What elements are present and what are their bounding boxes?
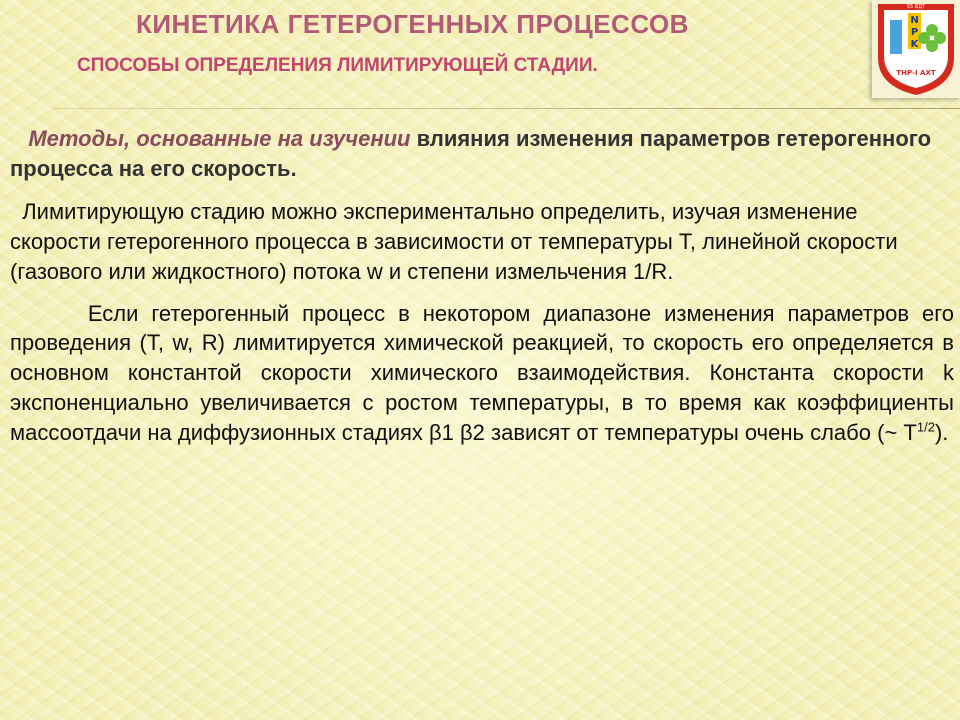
logo-caption-bottom: ТНР-І АХТ <box>896 69 936 77</box>
methods-rest-text: влияния изменения параметров гетерогенного процесса на его скорость. <box>10 126 932 181</box>
logo-letter-n: N <box>910 15 919 26</box>
slide-body <box>10 124 954 448</box>
exponent-superscript: 1/2 <box>916 419 935 435</box>
chemical-reaction-text: Если гетерогенный процесс в некотором диапазоне изменения параметров его проведения (Т, w, R) лимитируется химической реакцией, то скорость его определяется в основном константой скорости химического взаимодействия. Константа скорости k экспоненциально увеличивается с ростом температуры, в то время как коэффициенты массоотдачи на диффузионных стадиях β1 β2 зависят от температуры очень слабо (~ Т <box>10 300 954 446</box>
header <box>0 0 872 98</box>
limiting-stage-paragraph <box>10 197 954 287</box>
methods-heading-paragraph <box>10 124 954 184</box>
logo <box>872 0 960 98</box>
methods-intro-text: Методы, основанные на изучении <box>28 126 411 151</box>
page-subtitle: СПОСОБЫ ОПРЕДЕЛЕНИЯ ЛИМИТИРУЮЩЕЙ СТАДИИ. <box>77 55 598 76</box>
logo-letter-p: P <box>910 27 919 38</box>
limiting-stage-text: Лимитирующую стадию можно экспериментально определить, изучая изменение скорости гетерогенного процесса в зависимости от температуры Т, линейной скорости (газового или жидкостного) потока w и степени измельчения 1/R. <box>10 198 898 284</box>
closing-paren-text: ). <box>934 420 949 446</box>
shield-logo-icon <box>872 0 960 98</box>
logo-caption-top: 55 ВДТ <box>906 4 926 10</box>
flask-icon <box>890 20 902 54</box>
logo-letter-k: K <box>910 39 919 50</box>
page-title: КИНЕТИКА ГЕТЕРОГЕННЫХ ПРОЦЕССОВ <box>136 9 689 39</box>
chemical-reaction-paragraph <box>10 299 954 449</box>
header-divider <box>54 108 960 109</box>
